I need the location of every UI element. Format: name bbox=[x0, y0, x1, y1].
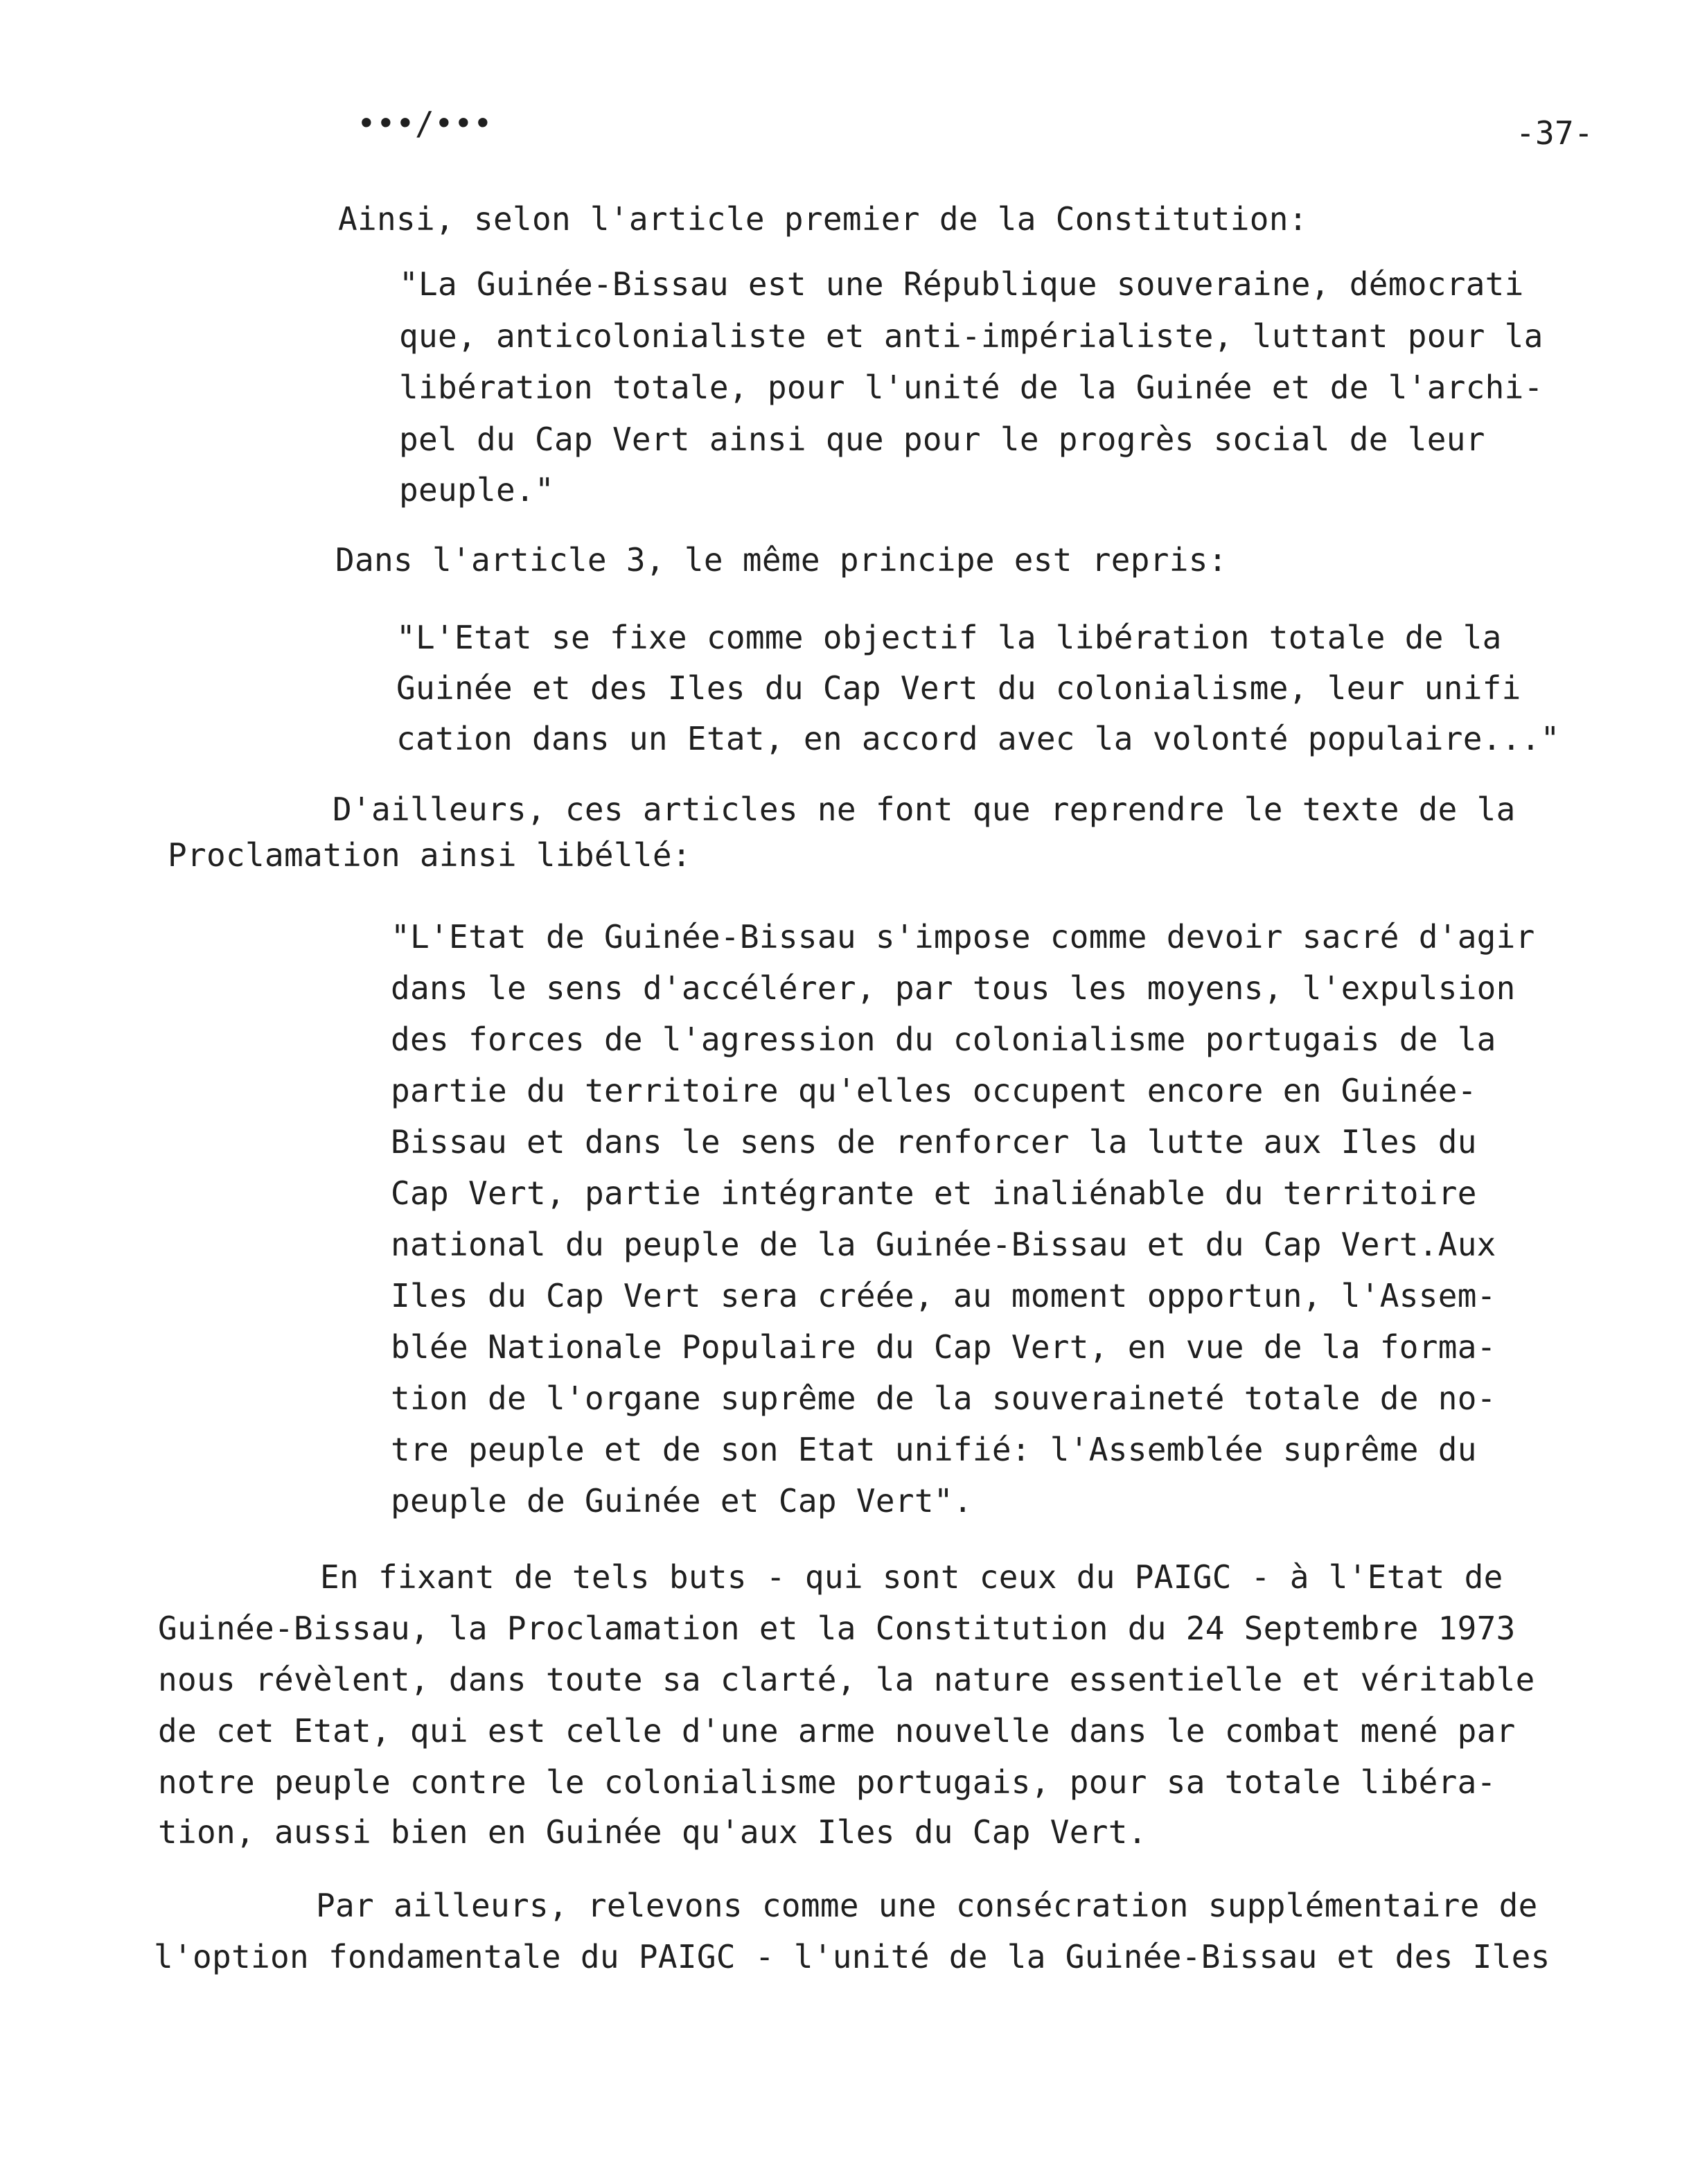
paragraph-line: Par ailleurs, relevons comme une consécration supplémentaire de bbox=[316, 1887, 1538, 1924]
paragraph-line: Ainsi, selon l'article premier de la Constitution: bbox=[338, 200, 1308, 238]
quote-line: "La Guinée-Bissau est une République souveraine, démocrati bbox=[399, 265, 1524, 303]
quote-line: Iles du Cap Vert sera créée, au moment opportun, l'Assem- bbox=[391, 1277, 1496, 1314]
paragraph-line: notre peuple contre le colonialisme portugais, pour sa totale libéra- bbox=[158, 1763, 1496, 1801]
quote-line: que, anticolonialiste et anti-impérialiste, luttant pour la bbox=[399, 317, 1544, 355]
paragraph-line: nous révèlent, dans toute sa clarté, la nature essentielle et véritable bbox=[158, 1661, 1535, 1698]
paragraph-line: l'option fondamentale du PAIGC - l'unité de la Guinée-Bissau et des Iles bbox=[154, 1938, 1550, 1975]
paragraph-line: En fixant de tels buts - qui sont ceux du PAIGC - à l'Etat de bbox=[320, 1558, 1503, 1596]
paragraph-line: Proclamation ainsi libéllé: bbox=[168, 836, 691, 874]
page-number: -37- bbox=[1516, 114, 1593, 152]
quote-line: Guinée et des Iles du Cap Vert du colonialisme, leur unifi bbox=[396, 669, 1521, 707]
quote-line: des forces de l'agression du colonialisme portugais de la bbox=[391, 1021, 1496, 1058]
quote-line: blée Nationale Populaire du Cap Vert, en vue de la forma- bbox=[391, 1328, 1496, 1366]
quote-line: dans le sens d'accélérer, par tous les moyens, l'expulsion bbox=[391, 969, 1516, 1007]
quote-line: pel du Cap Vert ainsi que pour le progrès social de leur bbox=[399, 421, 1485, 458]
paragraph-line: tion, aussi bien en Guinée qu'aux Iles du Cap Vert. bbox=[158, 1813, 1147, 1851]
paragraph-line: D'ailleurs, ces articles ne font que reprendre le texte de la bbox=[333, 791, 1516, 828]
quote-line: libération totale, pour l'unité de la Guinée et de l'archi- bbox=[399, 369, 1544, 406]
quote-line: partie du territoire qu'elles occupent encore en Guinée- bbox=[391, 1072, 1477, 1109]
quote-line: national du peuple de la Guinée-Bissau et du Cap Vert.Aux bbox=[391, 1226, 1496, 1263]
quote-line: tre peuple et de son Etat unifié: l'Assemblée suprême du bbox=[391, 1431, 1477, 1468]
paragraph-line: Guinée-Bissau, la Proclamation et la Constitution du 24 Septembre 1973 bbox=[158, 1610, 1516, 1647]
quote-line: cation dans un Etat, en accord avec la volonté populaire..." bbox=[396, 720, 1560, 757]
quote-line: "L'Etat se fixe comme objectif la libération totale de la bbox=[396, 619, 1502, 656]
quote-line: peuple." bbox=[399, 471, 554, 509]
quote-line: "L'Etat de Guinée-Bissau s'impose comme devoir sacré d'agir bbox=[391, 918, 1535, 956]
quote-line: Bissau et dans le sens de renforcer la lutte aux Iles du bbox=[391, 1123, 1477, 1161]
quote-line: tion de l'organe suprême de la souveraineté totale de no- bbox=[391, 1380, 1496, 1417]
paragraph-line: Dans l'article 3, le même principe est repris: bbox=[335, 541, 1228, 579]
paragraph-line: de cet Etat, qui est celle d'une arme nouvelle dans le combat mené par bbox=[158, 1712, 1516, 1750]
continuation-mark: •••/••• bbox=[357, 105, 493, 142]
quote-line: peuple de Guinée et Cap Vert". bbox=[391, 1482, 973, 1520]
quote-line: Cap Vert, partie intégrante et inaliénable du territoire bbox=[391, 1174, 1477, 1212]
